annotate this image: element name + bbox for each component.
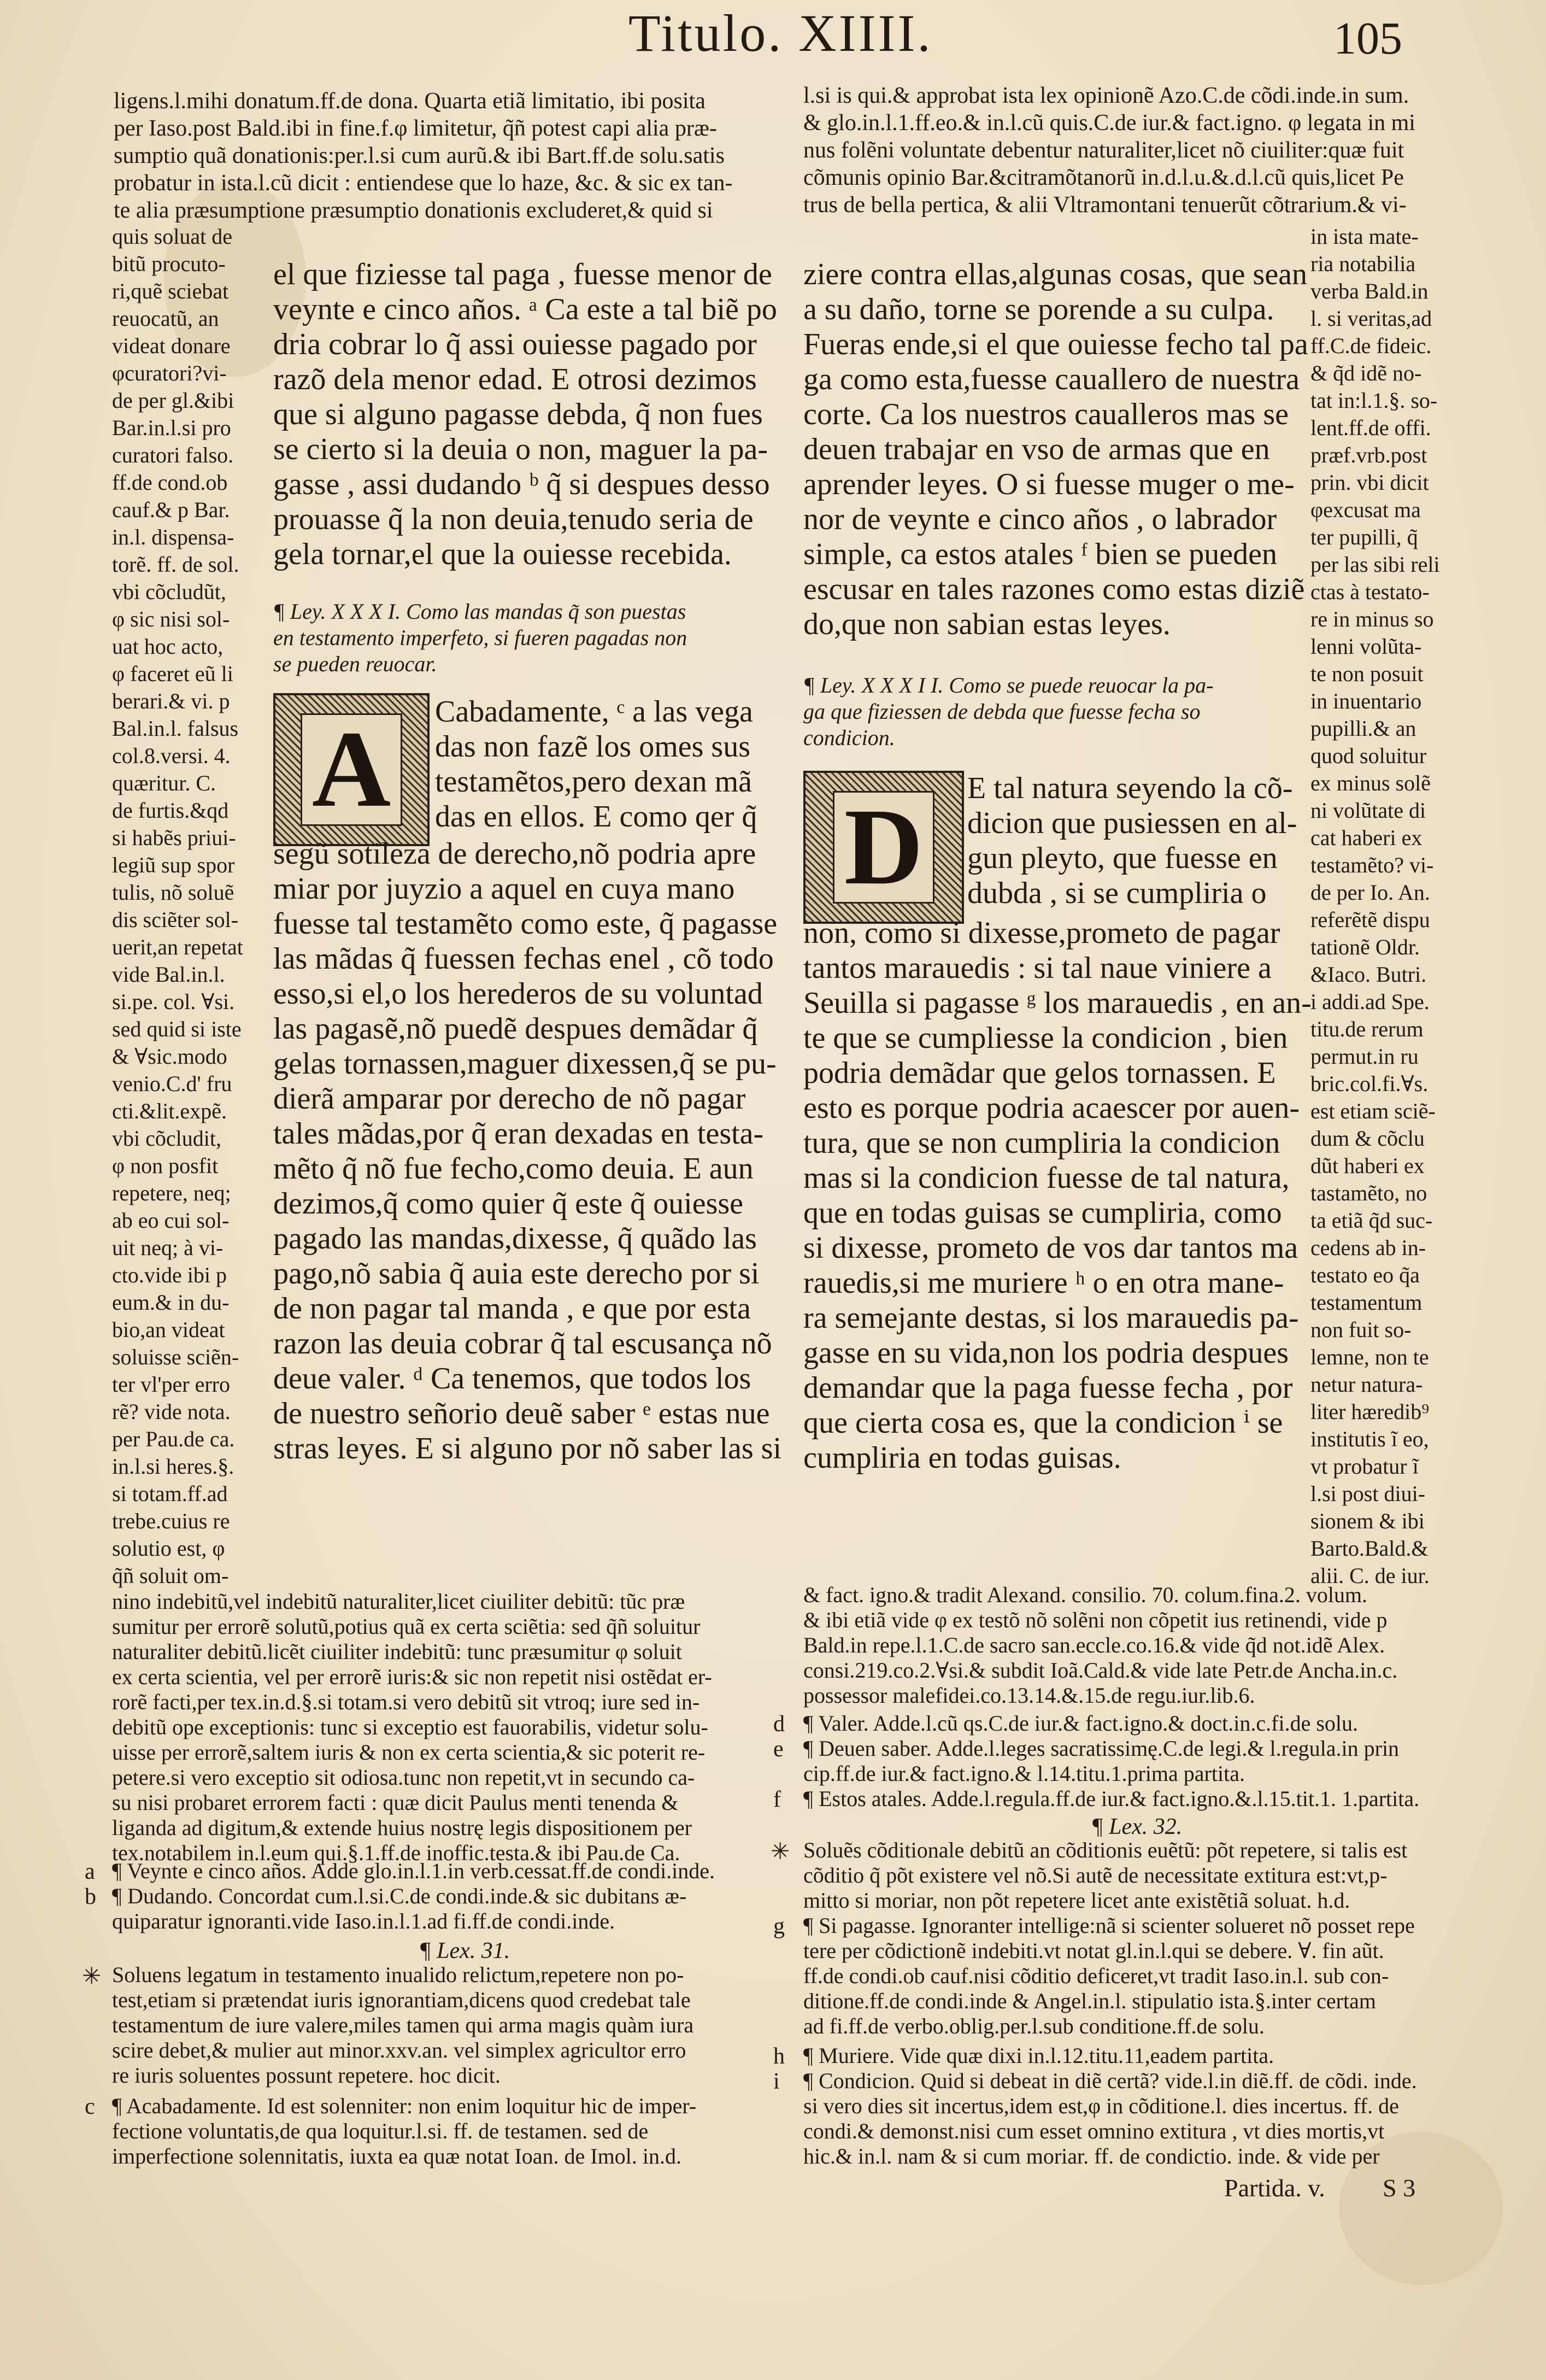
margin-gloss-line: referẽtẽ dispu — [1310, 907, 1430, 932]
partida-label: Partida. v. — [1224, 2174, 1325, 2202]
margin-gloss-line: tationẽ Oldr. — [1310, 935, 1420, 959]
text-line: simple, ca estos atales ᶠ bien se pueden — [803, 537, 1277, 571]
margin-gloss-line: venio.C.d' fru — [112, 1071, 232, 1096]
note-line: naturaliter debitũ.licẽt ciuiliter indebitũ: tunc præsumitur φ soluit — [112, 1639, 682, 1664]
margin-gloss-line: ff.C.de fideic. — [1310, 333, 1432, 358]
text-line: do,que non sabian estas leyes. — [803, 607, 1171, 641]
margin-gloss-line: Barto.Bald.& — [1310, 1536, 1429, 1561]
margin-gloss-line: tulis, nõ soluẽ — [112, 880, 234, 905]
margin-gloss-line: bio,an videat — [112, 1317, 225, 1342]
text-line: Cabadamente, ᶜ a las vega — [435, 695, 753, 729]
margin-gloss-line: præf.vrb.post — [1310, 443, 1427, 467]
margin-gloss-line: dũt haberi ex — [1310, 1153, 1425, 1178]
margin-gloss-line: sed quid si iste — [112, 1017, 242, 1041]
lex-32-heading: ¶ Lex. 32. — [1091, 1814, 1183, 1839]
margin-gloss-line: si habẽs priui- — [112, 825, 236, 850]
margin-gloss-line: repetere, neq; — [112, 1181, 231, 1205]
margin-gloss-line: q̃ñ soluit om- — [112, 1563, 229, 1588]
margin-gloss-line: te non posuit — [1310, 661, 1424, 686]
note-line: rorẽ facti,per tex.in.d.§.si totam.si vero debitũ sit vtroq; iure sed in- — [112, 1690, 700, 1714]
gloss-line: cõmunis opinio Bar.&citramõtanorũ in.d.l.u.&.d.l.cũ quis,licet Pe — [803, 165, 1404, 190]
text-line: las mãdas q̃ fuessen fechas enel , cõ todo — [273, 942, 774, 976]
note-line: & fact. igno.& tradit Alexand. consilio. 70. colum.fina.2. volum. — [803, 1582, 1368, 1607]
note-marker-h: h — [773, 2044, 785, 2069]
rubric-line: en testamento imperfeto, si fueren pagadas non — [273, 625, 687, 650]
gloss-line: ligens.l.mihi donatum.ff.de dona. Quarta etiã limitatio, ibi posita — [114, 89, 706, 114]
margin-gloss-line: uerit,an repetat — [112, 935, 243, 959]
text-line: dicion que pusiessen en al- — [967, 806, 1297, 840]
margin-gloss-line: i addi.ad Spe. — [1310, 989, 1430, 1014]
text-line: mas si la condicion fuesse de tal natura, — [803, 1161, 1290, 1195]
text-line: ga como esta,fuesse cauallero de nuestra — [803, 362, 1300, 396]
text-line: te que se cumpliesse la condicion , bien — [803, 1021, 1288, 1055]
margin-gloss-line: si totam.ff.ad — [112, 1481, 228, 1506]
margin-gloss-line: testamentum — [1310, 1290, 1422, 1315]
note-line: su nisi probaret errorem facti : quæ dicit Paulus menti tenenda & — [112, 1790, 679, 1815]
margin-gloss-line: re in minus so — [1310, 607, 1434, 631]
margin-gloss-line: cti.&lit.expẽ. — [112, 1099, 227, 1123]
text-line: testamẽtos,pero dexan mã — [435, 765, 753, 799]
rubric-line: ga que fiziessen de debda que fuesse fecha so — [803, 699, 1201, 724]
margin-gloss-line: Bar.in.l.si pro — [112, 415, 231, 440]
note-line: test,etiam si prætendat iuris ignorantiam,dicens quod credebat tale — [112, 1988, 691, 2012]
margin-gloss-line: testamẽto? vi- — [1310, 853, 1434, 877]
note-line: Soluẽs cõditionale debitũ an cõditionis euẽtũ: põt repetere, si talis est — [803, 1838, 1408, 1862]
rubric-ley-32 — [803, 672, 1213, 751]
note-g — [803, 1913, 1415, 2039]
margin-gloss-line: eum.& in du- — [112, 1290, 230, 1315]
margin-gloss-line: φ sic nisi sol- — [112, 607, 230, 631]
text-line: E tal natura seyendo la cõ- — [967, 771, 1293, 805]
margin-gloss-line: institutis ĩ eo, — [1310, 1427, 1429, 1451]
margin-gloss-line: bitũ procuto- — [112, 251, 226, 276]
note-d: ¶ Valer. Adde.l.cũ qs.C.de iur.& fact.igno.& doct.in.c.fi.de solu. — [803, 1711, 1358, 1736]
note-line: si vero dies sit incertus,idem est,φ in cõditione.l. dies incertus. ff. de — [803, 2094, 1399, 2118]
text-line: si dixesse, prometo de vos dar tantos ma — [803, 1231, 1298, 1265]
note-marker-b: b — [85, 1884, 96, 1909]
text-line: das en ellos. E como qer q̃ — [435, 800, 757, 834]
margin-gloss-line: cat haberi ex — [1310, 825, 1422, 850]
text-line: rauedis,si me muriere ʰ o en otra mane- — [803, 1266, 1284, 1300]
text-line: gela tornar,el que la ouiesse recebida. — [273, 537, 732, 571]
text-line: dubda , si se cumpliria o — [967, 876, 1267, 910]
note-line: re iuris soluentes possunt repetere. hoc dicit. — [112, 2063, 501, 2088]
text-line: Seuilla si pagasse ᵍ los marauedis , en an- — [803, 986, 1312, 1020]
note-line: liganda ad digitum,& extende huius nostrę legis dispositionem per — [112, 1815, 692, 1840]
initial-letter: A — [301, 713, 402, 826]
margin-gloss-line: reuocatũ, an — [112, 306, 219, 331]
note-f: ¶ Estos atales. Adde.l.regula.ff.de iur.& fact.igno.&.l.15.tit.1. 1.partita. — [803, 1786, 1420, 1811]
text-right-beside-initial — [967, 771, 1297, 911]
text-line: veynte e cinco años. ᵃ Ca este a tal biẽ po — [273, 292, 777, 326]
margin-gloss-line: liter hæredib⁹ — [1310, 1399, 1430, 1424]
note-line: imperfectione solennitatis, iuxta ea quæ notat Ioan. de Imol. in.d. — [112, 2144, 681, 2168]
margin-gloss-line: de furtis.&qd — [112, 798, 229, 823]
note-marker-star-right: ✳ — [771, 1839, 790, 1865]
margin-gloss-line: φcuratori?vi- — [112, 361, 227, 385]
margin-gloss-line: Bal.in.l. falsus — [112, 716, 239, 741]
note-line: nino indebitũ,vel indebitũ naturaliter,licet ciuiliter debitũ: tũc præ — [112, 1589, 685, 1614]
text-line: pago,nõ sabia q̃ auia este derecho por si — [273, 1257, 760, 1291]
margin-gloss-line: ff.de cond.ob — [112, 470, 228, 495]
margin-gloss-line: ta etiã q̃d suc- — [1310, 1208, 1433, 1233]
note-line: scire debet,& mulier aut minor.xxv.an. vel simplex agricultor erro — [112, 2038, 686, 2062]
margin-gloss-line: lent.ff.de offi. — [1310, 415, 1431, 440]
text-line: aprender leyes. O si fuesse muger o me- — [803, 467, 1295, 501]
text-line: tura, que se non cumpliria la condicion — [803, 1126, 1280, 1160]
margin-gloss-line: trebe.cuius re — [112, 1509, 230, 1533]
note-line: ¶ Condicion. Quid si debeat in diẽ certã? vide.l.in diẽ.ff. de cõdi. inde. — [803, 2068, 1417, 2093]
margin-gloss-line: col.8.versi. 4. — [112, 743, 231, 768]
margin-gloss-line: verba Bald.in — [1310, 279, 1429, 303]
margin-gloss-line: ri,quẽ sciebat — [112, 279, 229, 303]
note-line: debitũ ope exceptionis: tunc si exceptio est fauorabilis, videtur solu- — [112, 1715, 708, 1739]
rubric-line: ¶ Ley. X X X I. Como las mandas q̃ son puestas — [273, 599, 686, 624]
margin-gloss-line: prin. vbi dicit — [1310, 470, 1429, 495]
text-line: que si alguno pagasse debda, q̃ non fues — [273, 397, 763, 431]
margin-gloss-line: si.pe. col. ∀si. — [112, 989, 235, 1014]
margin-gloss-line: legiũ sup spor — [112, 853, 235, 877]
text-line: que cierta cosa es, que la condicion ⁱ se — [803, 1406, 1283, 1440]
text-line: deue valer. ᵈ Ca tenemos, que todos los — [273, 1362, 751, 1396]
margin-gloss-line: berari.& vi. p — [112, 689, 230, 713]
note-b-line1: ¶ Dudando. Concordat cum.l.si.C.de condi.inde.& sic dubitans æ- — [112, 1884, 687, 1908]
text-line: prouasse q̃ la non deuia,tenudo seria de — [273, 502, 754, 536]
note-line: tere per cõdictionẽ indebiti.vt notat gl.in.l.qui se debere. ∀. fin aũt. — [803, 1938, 1384, 1963]
margin-gloss-line: ab eo cui sol- — [112, 1208, 230, 1233]
margin-gloss-line: quis soluat de — [112, 224, 232, 249]
margin-gloss-line: ria notabilia — [1310, 251, 1416, 276]
text-line: non, como si dixesse,prometo de pagar — [803, 916, 1280, 950]
text-line: fuesse tal testamẽto como este, q̃ pagasse — [273, 907, 778, 941]
margin-gloss-line: l. si veritas,ad — [1310, 306, 1432, 331]
text-line: corte. Ca los nuestros caualleros mas se — [803, 397, 1289, 431]
margin-gloss-line: uit neq; à vi- — [112, 1235, 224, 1260]
margin-gloss-line: pupilli.& an — [1310, 716, 1416, 741]
margin-gloss-line: in inuentario — [1310, 689, 1422, 713]
text-line: razon las deuia cobrar q̃ tal escusança nõ — [273, 1327, 772, 1361]
note-star-right — [803, 1838, 1407, 1913]
gloss-line: nus folẽni voluntate debentur naturaliter,licet nõ ciuiliter:quæ fuit — [803, 138, 1404, 163]
note-line: uisse per errorẽ,saltem iuris & non ex certa scientia,& sic poterit re- — [112, 1740, 706, 1765]
note-line: Soluens legatum in testamento inualido relictum,repetere non po- — [112, 1962, 684, 1987]
lex-31-heading: ¶ Lex. 31. — [419, 1938, 510, 1963]
note-line: ff.de condi.ob cauf.nisi cõditio deficeret,vt tradit Iaso.in.l. sub con- — [803, 1963, 1389, 1988]
margin-gloss-line: sionem & ibi — [1310, 1509, 1425, 1533]
text-line: gasse en su vida,non los podria despues — [803, 1336, 1289, 1370]
note-star-left — [112, 1962, 693, 2088]
text-line: stras leyes. E si alguno por nõ saber las si — [273, 1432, 782, 1465]
note-marker-i: i — [773, 2069, 780, 2094]
note-line: ad fi.ff.de verbo.oblig.per.l.sub conditione.ff.de solu. — [803, 2014, 1265, 2038]
text-line: se cierto si la deuia o non, maguer la pa- — [273, 432, 768, 466]
margin-gloss-line: ctas à testato- — [1310, 579, 1430, 604]
note-marker-star-left: ✳ — [82, 1964, 102, 1989]
notes-left-continuation — [112, 1589, 712, 1866]
margin-gloss-line: φ non posfit — [112, 1153, 219, 1178]
margin-gloss-line: lenni volũta- — [1310, 634, 1422, 659]
margin-gloss-line: curatori falso. — [112, 443, 234, 467]
text-line: das non fazẽ los omes sus — [435, 730, 751, 764]
margin-gloss-line: de per Io. An. — [1310, 880, 1430, 905]
margin-gloss-line: tat in:l.1.§. so- — [1310, 388, 1438, 413]
margin-gloss-line: φ faceret eũ li — [112, 661, 233, 686]
note-marker-a: a — [85, 1859, 95, 1884]
gloss-margin-left — [112, 223, 243, 1590]
note-line: cõditio q̃ põt existere vel nõ.Si autẽ de necessitate extitura est:vt,p- — [803, 1863, 1388, 1887]
text-line: a su daño, torne se porende a su culpa. — [803, 292, 1274, 326]
margin-gloss-line: & q̃d idẽ no- — [1310, 361, 1422, 385]
margin-gloss-line: vide Bal.in.l. — [112, 962, 225, 987]
margin-gloss-line: dis sciẽter sol- — [112, 907, 239, 932]
text-line: razõ dela menor edad. E otrosi dezimos — [273, 362, 757, 396]
note-line: ¶ Acabadamente. Id est solenniter: non enim loquitur hic de imper- — [112, 2094, 697, 2118]
text-line: de nuestro señorio deuẽ saber ᵉ estas nue — [273, 1397, 770, 1431]
text-left-beside-initial — [435, 694, 757, 834]
text-line: las pagasẽ,nõ puedẽ despues demãdar q̃ — [273, 1012, 758, 1046]
text-line: ra semejante destas, si los marauedis pa- — [803, 1301, 1299, 1335]
text-line: tantos marauedis : si tal naue viniere a — [803, 951, 1272, 985]
margin-gloss-line: & ∀sic.modo — [112, 1044, 227, 1069]
margin-gloss-line: ter vl'per erro — [112, 1372, 230, 1397]
rubric-line: condicion. — [803, 725, 895, 750]
text-line: dierã amparar por derecho de nõ pagar — [273, 1082, 746, 1116]
text-line: pagado las mandas,dixesse, q̃ quãdo las — [273, 1222, 757, 1256]
note-marker-d: d — [773, 1711, 785, 1737]
margin-gloss-line: tastamẽto, no — [1310, 1181, 1427, 1205]
note-marker-e: e — [773, 1737, 784, 1762]
margin-gloss-line: non fuit so- — [1310, 1317, 1412, 1342]
folio-number: 105 — [1333, 13, 1402, 64]
note-line: & ibi etiã vide φ ex testõ nõ solẽni non cõpetit ius retinendi, vide p — [803, 1608, 1388, 1632]
rubric-line: ¶ Ley. X X X I I. Como se puede reuocar la pa- — [803, 673, 1214, 697]
note-line: possessor malefidei.co.13.14.&.15.de regu.iur.lib.6. — [803, 1683, 1255, 1708]
text-right-bottom — [803, 916, 1312, 1475]
margin-gloss-line: netur natura- — [1310, 1372, 1423, 1397]
text-line: tales mãdas,por q̃ eran dexadas en testa- — [273, 1117, 764, 1151]
margin-gloss-line: solutio est, φ — [112, 1536, 225, 1561]
gloss-line: per Iaso.post Bald.ibi in fine.f.φ limitetur, q̃ñ potest capi alia præ- — [114, 116, 717, 141]
text-line: gasse , assi dudando ᵇ q̃ si despues desso — [273, 467, 770, 501]
note-b-line2: quiparatur ignoranti.vide Iaso.in.l.1.ad fi.ff.de condi.inde. — [112, 1909, 615, 1933]
note-line: fectione voluntatis,de qua loquitur.l.si. ff. de testamen. sed de — [112, 2119, 649, 2143]
note-marker-g: g — [773, 1914, 785, 1939]
gloss-line: trus de bella pertica, & alii Vltramontani tenuerũt cõtrarium.& vi- — [803, 192, 1407, 218]
margin-gloss-line: in ista mate- — [1310, 224, 1419, 249]
note-c — [112, 2094, 696, 2169]
text-line: deuen trabajar en vso de armas que en — [803, 432, 1270, 466]
text-line: segũ sotileza de derecho,nõ podria apre — [273, 837, 756, 871]
gloss-top-left — [114, 87, 732, 224]
margin-gloss-line: testato eo q̃a — [1310, 1263, 1420, 1287]
gloss-margin-right — [1310, 223, 1440, 1590]
text-line: demandar que la paga fuesse fecha , por — [803, 1371, 1293, 1405]
running-title: Titulo. XIIII. — [628, 4, 933, 62]
signature-mark: S 3 — [1383, 2174, 1416, 2202]
note-line: Bald.in repe.l.1.C.de sacro san.eccle.co.16.& vide q̃d not.idẽ Alex. — [803, 1633, 1385, 1657]
margin-gloss-line: vbi cõcludit, — [112, 1126, 221, 1151]
text-line: mẽto q̃ nõ fue fecho,como deuia. E aun — [273, 1152, 754, 1186]
text-line: gun pleyto, que fuesse en — [967, 841, 1278, 875]
margin-gloss-line: &Iaco. Butri. — [1310, 962, 1427, 987]
text-line: dria cobrar lo q̃ assi ouiesse pagado por — [273, 327, 757, 361]
margin-gloss-line: lemne, non te — [1310, 1345, 1429, 1369]
text-line: de non pagar tal manda , e que por esta — [273, 1292, 751, 1326]
margin-gloss-line: de per gl.&ibi — [112, 388, 234, 413]
margin-gloss-line: per Pau.de ca. — [112, 1427, 235, 1451]
text-line: esso,si el,o los herederos de su voluntad — [273, 977, 763, 1011]
rubric-ley-31 — [273, 599, 687, 677]
gloss-line: probatur in ista.l.cũ dicit : entiendese que lo haze, &c. & sic ex tan- — [114, 171, 733, 196]
note-line: petere.si vero exceptio sit odiosa.tunc non repetit,vt in secundo ca- — [112, 1765, 695, 1790]
margin-gloss-line: cauf.& p Bar. — [112, 497, 230, 522]
margin-gloss-line: permut.in ru — [1310, 1044, 1419, 1069]
text-line: escusar en tales razones como estas diziẽ — [803, 572, 1305, 606]
margin-gloss-line: soluisse sciẽn- — [112, 1345, 239, 1369]
note-line: testamentum de iure valere,miles tamen qui arma magis quàm iura — [112, 2013, 694, 2037]
gloss-line: l.si is qui.& approbat ista lex opinionẽ Azo.C.de cõdi.inde.in sum. — [803, 83, 1409, 108]
text-line: podria demãdar que gelos tornassen. E — [803, 1056, 1276, 1090]
text-line: miar por juyzio a aquel en cuya mano — [273, 872, 735, 906]
notes-right-continuation — [803, 1582, 1397, 1708]
text-line: Fueras ende,si el que ouiesse fecho tal pa — [803, 327, 1308, 361]
note-marker-c: c — [85, 2094, 95, 2119]
margin-gloss-line: cedens ab in- — [1310, 1235, 1426, 1260]
margin-gloss-line: ex minus solẽ — [1310, 771, 1431, 795]
margin-gloss-line: videat donare — [112, 333, 231, 358]
note-marker-f: f — [773, 1787, 781, 1812]
margin-gloss-line: bric.col.fi.∀s. — [1310, 1071, 1429, 1096]
note-line: mitto si moriar, non põt repetere licet ante existẽtiã soluat. h.d. — [803, 1888, 1350, 1913]
note-i — [803, 2068, 1417, 2169]
note-h: ¶ Muriere. Vide quæ dixi in.l.12.titu.11,eadem partita. — [803, 2043, 1274, 2068]
rubric-line: se pueden reuocar. — [273, 652, 437, 676]
margin-gloss-line: alii. C. de iur. — [1310, 1563, 1430, 1588]
text-left-top — [273, 257, 777, 572]
note-line: ditione.ff.de condi.inde & Angel.in.l. stipulatio ista.§.inter certam — [803, 1989, 1376, 2013]
note-line: condi.& demonst.nisi cum esset omnino extitura , vt dies mortis,vt — [803, 2119, 1385, 2143]
margin-gloss-line: titu.de rerum — [1310, 1017, 1424, 1041]
margin-gloss-line: torẽ. ff. de sol. — [112, 552, 239, 577]
text-right-top — [803, 257, 1308, 642]
text-left-bottom — [273, 836, 781, 1466]
margin-gloss-line: in.l.si heres.§. — [112, 1454, 234, 1479]
margin-gloss-line: ni volũtate di — [1310, 798, 1426, 823]
text-line: cumpliria en todas guisas. — [803, 1441, 1121, 1475]
note-line: hic.& in.l. nam & si cum moriar. ff. de condictio. inde. & vide per — [803, 2144, 1380, 2168]
margin-gloss-line: in.l. dispensa- — [112, 525, 234, 549]
margin-gloss-line: dum & cõclu — [1310, 1126, 1425, 1151]
margin-gloss-line: l.si post diui- — [1310, 1481, 1426, 1506]
gloss-line: & glo.in.l.1.ff.eo.& in.l.cũ quis.C.de iur.& fact.igno. φ legata in mi — [803, 110, 1415, 136]
note-line: consi.219.co.2.∀si.& subdit Ioã.Cald.& vide late Petr.de Ancha.in.c. — [803, 1658, 1398, 1683]
margin-gloss-line: ter pupilli, q̃ — [1310, 525, 1418, 549]
text-line: el que fiziesse tal paga , fuesse menor de — [273, 257, 772, 291]
margin-gloss-line: quod soluitur — [1310, 743, 1427, 768]
note-line: ex certa scientia, vel per errorẽ iuris:& sic non repetit nisi ostẽdat er- — [112, 1664, 712, 1689]
margin-gloss-line: cto.vide ibi p — [112, 1263, 227, 1287]
decorated-initial-d — [803, 771, 964, 924]
decorated-initial-a — [273, 693, 430, 846]
text-line: dezimos,q̃ como quier q̃ este q̃ ouiesse — [273, 1187, 744, 1221]
margin-gloss-line: vbi cõcludũt, — [112, 579, 226, 604]
gloss-line: sumptio quã donationis:per.l.si cum aurũ.& ibi Bart.ff.de solu.satis — [114, 143, 725, 168]
note-e-line2: cip.ff.de iur.& fact.igno.& l.14.titu.1.prima partita. — [803, 1761, 1245, 1786]
text-line: que en todas guisas se cumpliria, como — [803, 1196, 1282, 1230]
note-a: ¶ Veynte e cinco años. Adde glo.in.l.1.in verb.cessat.ff.de condi.inde. — [112, 1859, 715, 1883]
text-line: ziere contra ellas,algunas cosas, que sean — [803, 257, 1308, 291]
margin-gloss-line: vt probatur ĩ — [1310, 1454, 1419, 1479]
text-line: nor de veynte e cinco años , o labrador — [803, 502, 1277, 536]
note-e-line1: ¶ Deuen saber. Adde.l.leges sacratissimę.C.de legi.& l.regula.in prin — [803, 1736, 1400, 1761]
text-line: esto es porque podria acaescer por auen- — [803, 1091, 1300, 1125]
margin-gloss-line: quæritur. C. — [112, 771, 216, 795]
gloss-line: te alia præsumptione præsumptio donationis excluderet,& quid si — [114, 198, 713, 223]
initial-letter: D — [833, 791, 934, 904]
margin-gloss-line: rẽ? vide nota. — [112, 1399, 231, 1424]
note-line: ¶ Si pagasse. Ignoranter intellige:nã si scienter solueret nõ posset repe — [803, 1913, 1415, 1938]
margin-gloss-line: per las sibi reli — [1310, 552, 1440, 577]
gloss-top-right — [803, 82, 1415, 219]
note-line: sumitur per errorẽ solutũ,potius quã ex certa sciẽtia: sed q̃ñ soluitur — [112, 1614, 701, 1639]
text-line: gelas tornassen,maguer dixessen,q̃ se pu- — [273, 1047, 777, 1081]
margin-gloss-line: φexcusat ma — [1310, 497, 1421, 522]
note-line: tex.notabilem in.l.eum qui.§.1.ff.de inoffic.testa.& ibi Pau.de Ca. — [112, 1840, 680, 1865]
margin-gloss-line: uat hoc acto, — [112, 634, 224, 659]
margin-gloss-line: est etiam sciẽ- — [1310, 1099, 1436, 1123]
